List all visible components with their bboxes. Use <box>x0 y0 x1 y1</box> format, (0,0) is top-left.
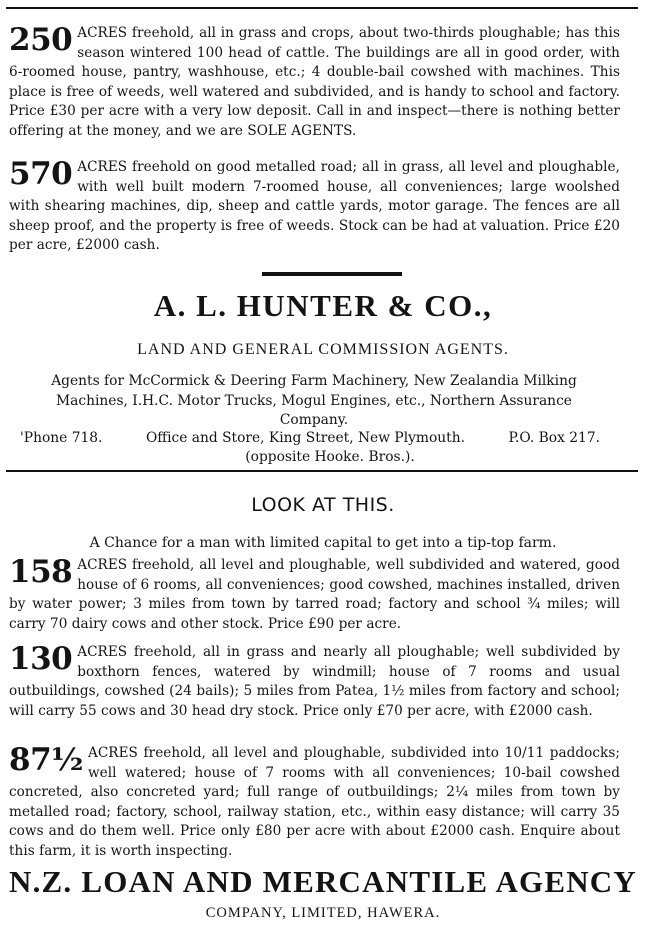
agent-office: Office and Store, King Street, New Plymouth. <box>145 430 465 446</box>
agent-description: Agents for McCormick & Deering Farm Machinery, New Zealandia Milking Machines, I.H.C. Motor Trucks, Mogul Engines, etc., Northern Assurance Company. <box>51 373 577 428</box>
intro-line: A Chance for a man with limited capital to get into a tip-top farm. <box>89 535 557 551</box>
footer-title: N.Z. LOAN AND MERCANTILE AGENCY <box>9 864 637 899</box>
listing-158-number: 158 <box>9 554 73 590</box>
listing-87-text: ACRES freehold, all level and ploughable, subdivided into 10/11 paddocks; well watered; house of 7 rooms with all conveniences; 10-bail cowshed concreted, also concreted yard; full range of outbuildings; 2¼ miles from town by metalled road; factory, school, railway station, etc., within easy distance; will carry 35 cows and do them well. Price only £80 per acre with about £2000 cash. Enquire about this farm, it is worth inspecting. <box>9 745 620 859</box>
short-divider <box>262 272 402 276</box>
top-rule <box>6 7 638 9</box>
agent-phone: 'Phone 718. <box>20 430 103 446</box>
listing-250 <box>9 24 620 142</box>
agent-subtitle: LAND AND GENERAL COMMISSION AGENTS. <box>137 341 509 358</box>
listing-250-text: ACRES freehold, all in grass and crops, about two-thirds ploughable; has this season wintered 100 head of cattle. The buildings are all in good order, with 6-roomed house, pantry, washhouse, etc.; 4 double-bail cowshed with machines. This place is free of weeds, well watered and subdivided, and is handy to school and factory. Price £30 per acre with a very low deposit. Call in and inspect—there is nothing better offering at the money, and we are SOLE AGENTS. <box>9 25 620 139</box>
agent-opposite: (opposite Hooke. Bros.). <box>245 449 415 465</box>
listing-130 <box>9 643 620 721</box>
listing-158 <box>9 556 620 634</box>
listing-87 <box>9 744 620 862</box>
listing-130-text: ACRES freehold, all in grass and nearly all ploughable; well subdivided by boxthorn fences, watered by windmill; house of 7 rooms and usual outbuildings, cowshed (24 bails); 5 miles from Patea, 1½ miles from factory and school; will carry 55 cows and 30 head dry stock. Price only £70 per acre, with £2000 cash. <box>9 644 620 719</box>
listing-87-number: 87½ <box>9 742 83 778</box>
listing-570-text: ACRES freehold on good metalled road; all in grass, all level and ploughable, with well built modern 7-roomed house, all conveniences; large woolshed with shearing machines, dip, sheep and cattle yards, motor garage. The fences are all sheep proof, and the property is free of weeds. Stock can be had at valuation. Price £20 per acre, £2000 cash. <box>9 159 620 254</box>
listing-158-text: ACRES freehold, all level and ploughable, well subdivided and watered, good house of 6 rooms, all conveniences; good cowshed, machines installed, driven by water power; 3 miles from town by tarred road; factory and school ¾ miles; will carry 70 dairy cows and other stock. Price £90 per acre. <box>9 557 620 632</box>
listing-130-number: 130 <box>9 641 73 677</box>
agent-po-box: P.O. Box 217. <box>508 430 600 446</box>
middle-rule <box>6 470 638 472</box>
listing-570-number: 570 <box>9 156 73 192</box>
agent-contact <box>20 429 600 467</box>
agent-name: A. L. HUNTER & CO., <box>153 288 493 323</box>
listing-570 <box>9 158 620 256</box>
listing-250-number: 250 <box>9 22 73 58</box>
footer-subtitle: COMPANY, LIMITED, HAWERA. <box>205 905 441 921</box>
section-heading: LOOK AT THIS. <box>251 494 395 516</box>
